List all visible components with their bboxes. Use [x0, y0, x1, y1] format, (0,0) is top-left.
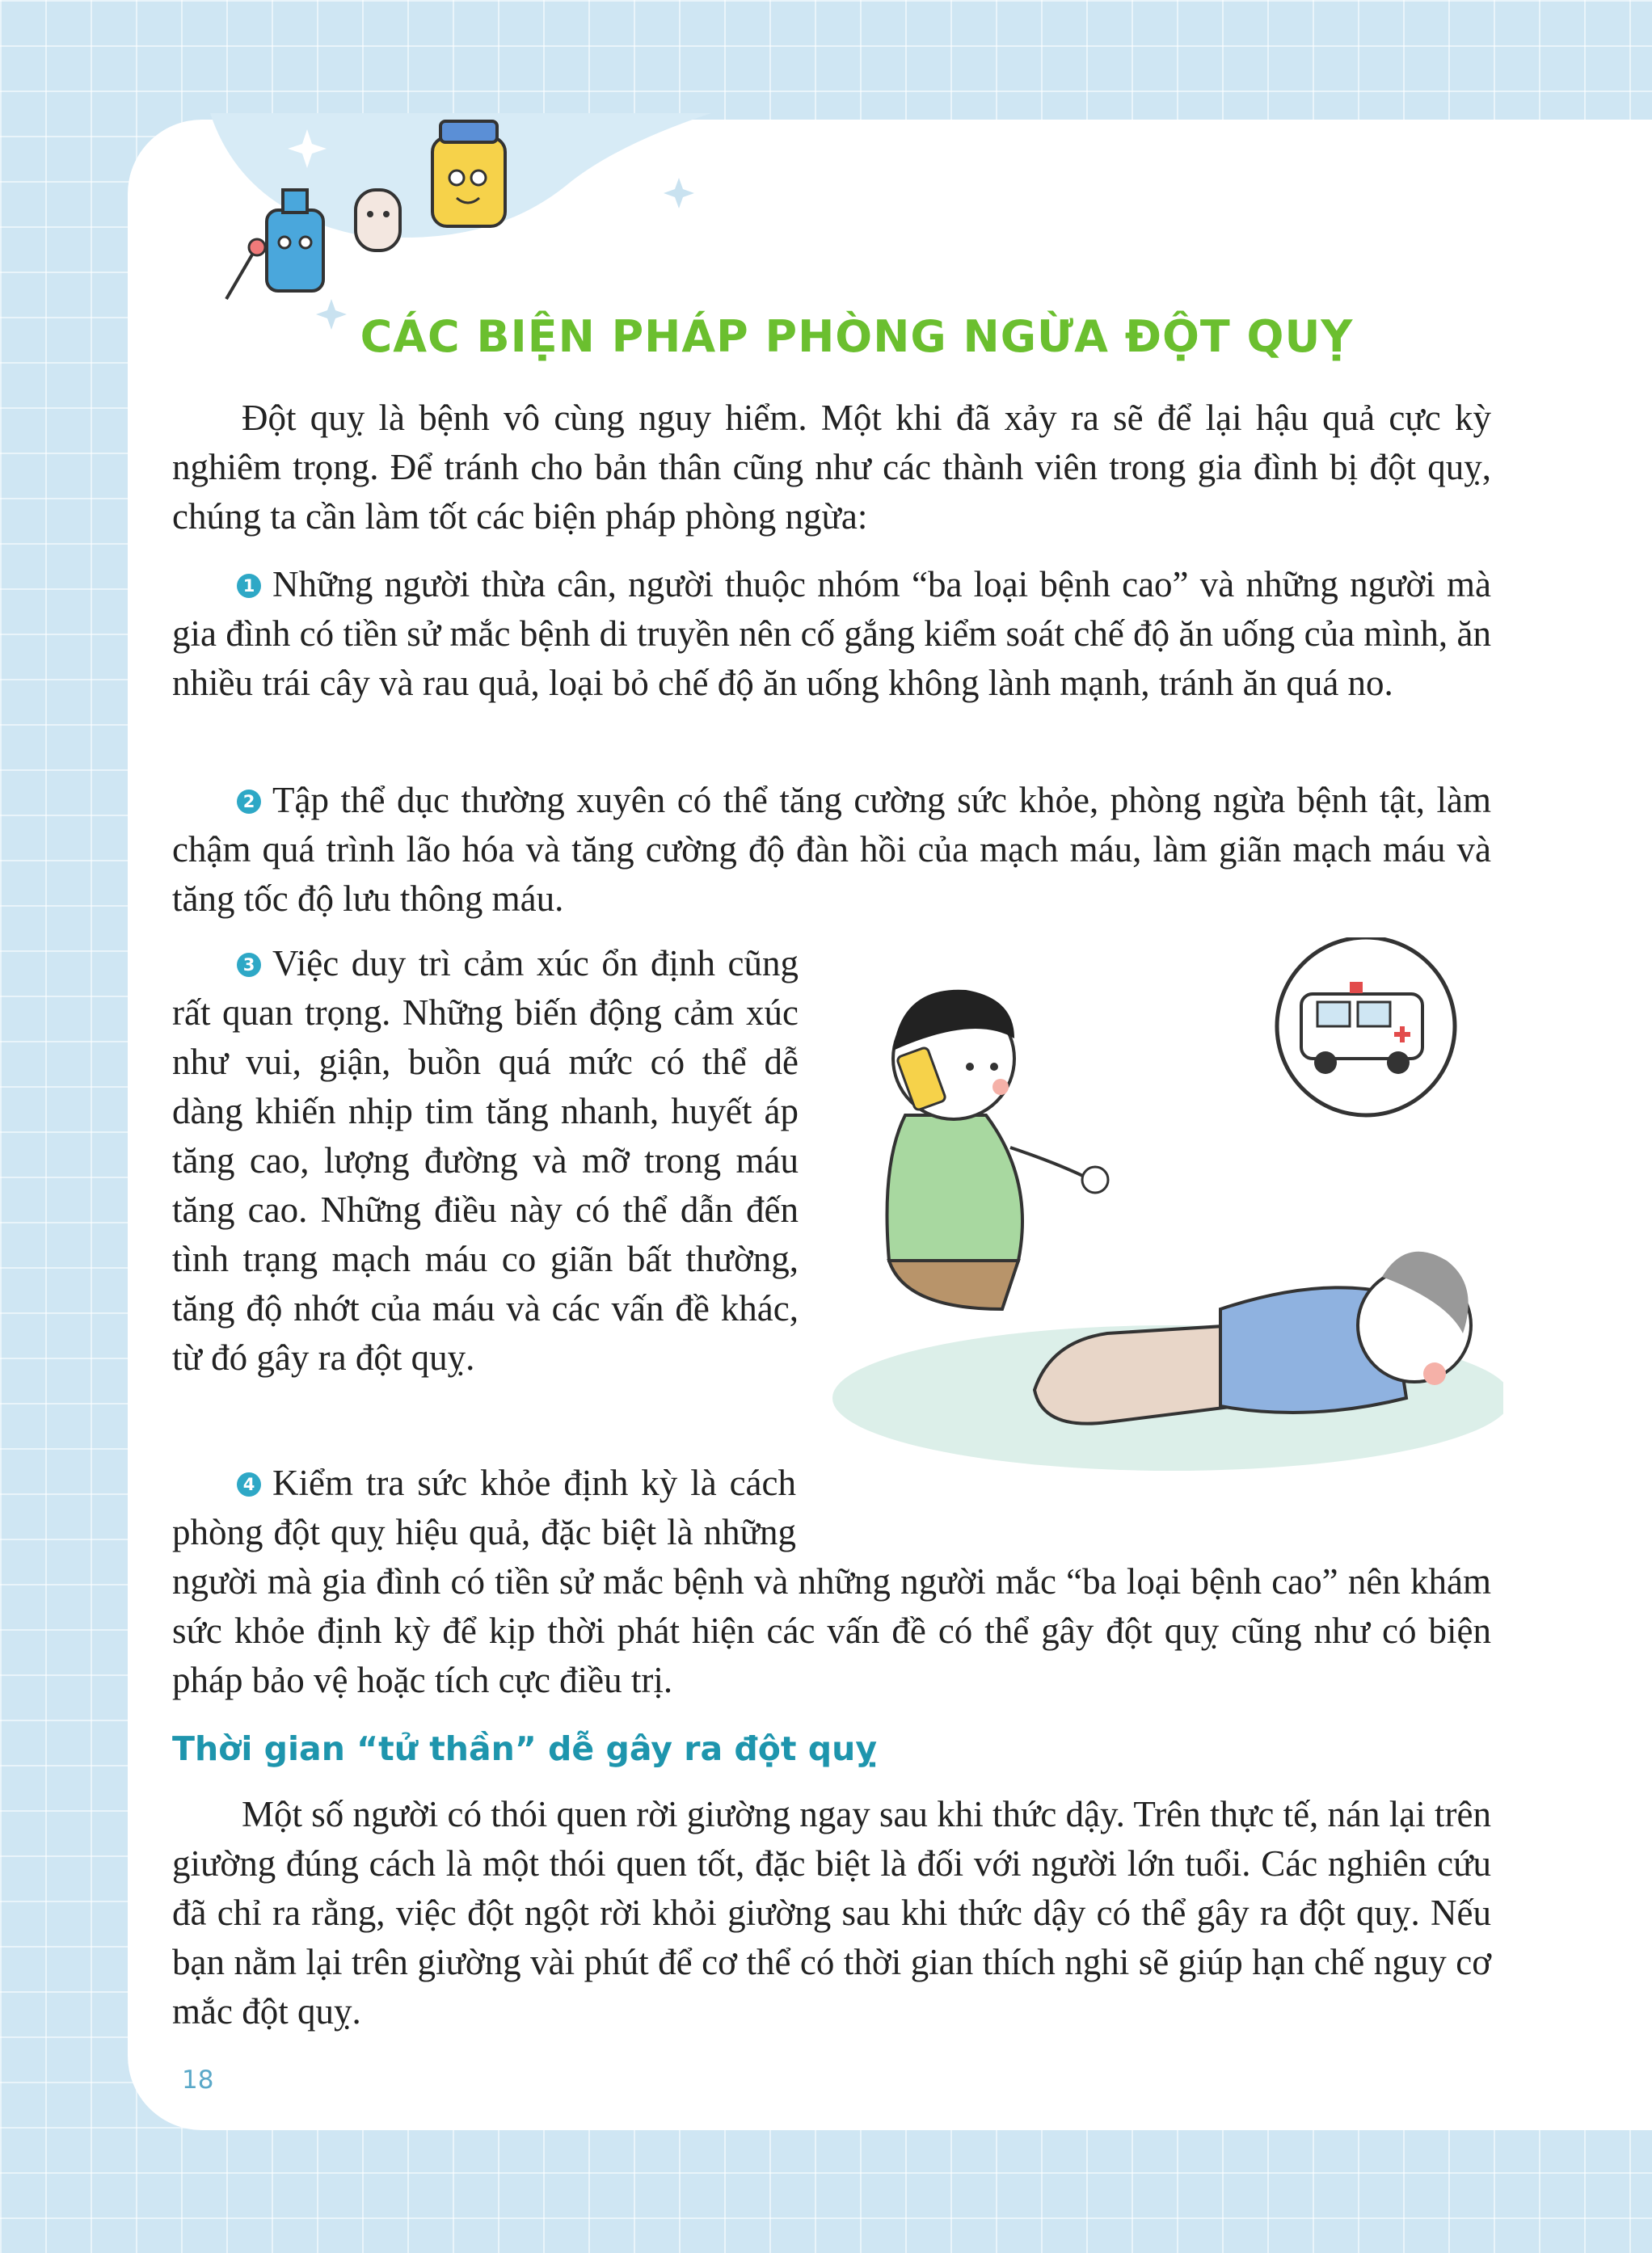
number-badge: 2: [237, 790, 261, 814]
measure-text: Tập thể dục thường xuyên có thể tăng cường sức khỏe, phòng ngừa bệnh tật, làm chậm quá trình lão hóa và tăng cường độ đàn hồi của mạch máu, làm giãn mạch máu và tăng tốc độ lưu thông máu.: [172, 780, 1491, 919]
section-paragraph: Một số người có thói quen rời giường ngay sau khi thức dậy. Trên thực tế, nán lại trên giường đúng cách là một thói quen tốt, đặc biệt là đối với người lớn tuổi. Các nghiên cứu đã chỉ ra rằng, việc đột ngột rời khỏi giường sau khi thức dậy có thể gây ra đột quỵ. Nếu bạn nằm lại trên giường vài phút để cơ thể có thời gian thích nghi sẽ giúp hạn chế nguy cơ mắc đột quỵ.: [172, 1794, 1491, 2032]
number-badge: 3: [237, 953, 261, 977]
measure-1: [172, 560, 1491, 708]
measure-4: [172, 1459, 1491, 1705]
section-heading: Thời gian “tử thần” dễ gây ra đột quỵ: [172, 1729, 878, 1768]
stroke-emergency-illustration: [816, 937, 1503, 1471]
number-badge: 4: [237, 1472, 261, 1497]
page-title: CÁC BIỆN PHÁP PHÒNG NGỪA ĐỘT QUỴ: [360, 311, 1354, 362]
intro-paragraph: Đột quỵ là bệnh vô cùng nguy hiểm. Một khi đã xảy ra sẽ để lại hậu quả cực kỳ nghiêm trọng. Để tránh cho bản thân cũng như các thành viên trong gia đình bị đột quỵ, chúng ta cần làm tốt các biện pháp phòng ngừa:: [172, 398, 1491, 537]
measure-text: Việc duy trì cảm xúc ổn định cũng rất quan trọng. Những biến động cảm xúc như vui, giận, buồn quá mức có thể dễ dàng khiến nhịp tim tăng nhanh, huyết áp tăng cao, lượng đường và mỡ trong máu tăng cao. Những điều này có thể dẫn đến tình trạng mạch máu co giãn bất thường, tăng độ nhớt của máu và các vấn đề khác, từ đó gây ra đột quỵ.: [172, 943, 799, 1378]
measure-text: Những người thừa cân, người thuộc nhóm “ba loại bệnh cao” và những người mà gia đình có tiền sử mắc bệnh di truyền nên cố gắng kiểm soát chế độ ăn uống của mình, ăn nhiều trái cây và rau quả, loại bỏ chế độ ăn uống không lành mạnh, tránh ăn quá no.: [172, 564, 1491, 703]
number-badge: 1: [237, 574, 261, 598]
kneeling-boy: [887, 990, 1109, 1309]
page-number: 18: [182, 2066, 214, 2095]
measure-text: Kiểm tra sức khỏe định kỳ là cách phòng đột quỵ hiệu quả, đặc biệt là những người mà gia đình có tiền sử mắc bệnh và những người mắc “ba loại bệnh cao” nên khám sức khỏe định kỳ để kịp thời phát hiện các vấn đề có thể gây đột quỵ cũng như có biện pháp bảo vệ hoặc tích cực điều trị.: [172, 1463, 1491, 1700]
text-wrap-spacer: [796, 1459, 1491, 1557]
thermometer-character: [226, 239, 265, 299]
ambulance-icon: [1277, 937, 1455, 1115]
measure-3: [172, 939, 799, 1383]
pill-bottle-character: [432, 121, 505, 226]
pill-capsule-character: [356, 190, 400, 251]
measure-2: [172, 776, 1491, 924]
medicine-characters-illustration: [145, 113, 711, 339]
fallen-elderly-person: [1035, 1252, 1471, 1424]
